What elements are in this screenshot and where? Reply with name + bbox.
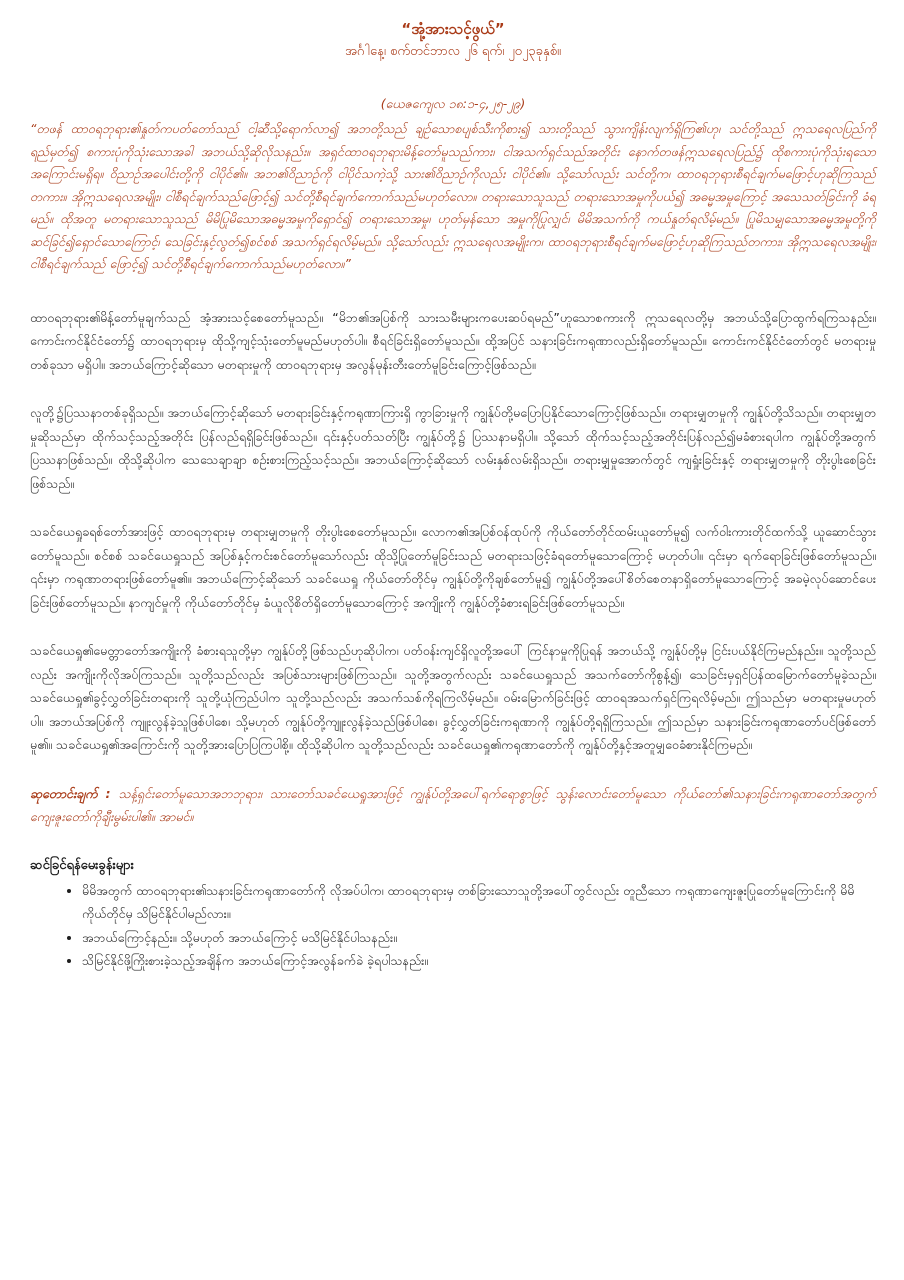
list-item: • အဘယ်ကြောင့်နည်း။ သို့မဟုတ် အဘယ်ကြောင့် မသိမြင်နိုင်ပါသနည်း။ [82,926,876,950]
body-paragraph-4: သခင်ယေရှု၏မေတ္တာတော်အကျိုးကို ခံစားရသူတို့မှာ ကျွန်ုပ်တို့ဖြစ်သည်ဟုဆိုပါက၊ ပတ်ဝန်းကျင်ရှိလူတို့အပေါ် ကြင်နာမှုကိုပြုရန် အဘယ်သို့ ကျွန်ုပ်တို့မှ ငြင်းပယ်နိုင်ကြမည်နည်း။ သူတို့သည်လည်း အကျိုးကိုလိုအပ်ကြသည်။ သူတို့သည်လည်း အပြစ်သားများဖြစ်ကြသည်။ သူတို့အတွက်လည်း သခင်ယေရှုသည် အသက်တော်ကိုစွန့်၍၊ သေခြင်းမှရှင်ပြန်ထမြောက်တော်မူခဲ့သည်။ သခင်ယေရှု၏ခွင့်လွှတ်ခြင်းတရားကို သူတို့ယုံကြည်ပါက သူတို့သည်လည်း အသက်သစ်ကိုရကြလိမ့်မည်။ ဝမ်းမြောက်ခြင်းဖြင့် ထာဝရအသက်ရှင်ကြရလိမ့်မည်။ ဤသည်မှာ မတရားမှုမဟုတ်ပါ။ အဘယ်အပြစ်ကို ကျူးလွန်ခဲ့သူဖြစ်ပါစေ၊ သို့မဟုတ် ကျွန်ုပ်တို့ကျူးလွန်ခဲ့သည်ဖြစ်ပါစေ၊ ခွင့်လွှတ်ခြင်းကရုဏာကို ကျွန်ုပ်တို့ရရှိကြသည်။ ဤသည်မှာ သနားခြင်းကရုဏာတော်ပင်ဖြစ်တော်မူ၏။ သခင်ယေရှု၏အကြောင်းကို သူတို့အားပြောပြကြပါစို့။ ထိုသို့ဆိုပါက သူတို့သည်လည်း သခင်ယေရှု၏ကရုဏာတော်ကို ကျွန်ုပ်တို့နှင့်အတူမျှဝေခံစားနိုင်ကြမည်။ [30,643,876,752]
body-paragraph-3: သခင်ယေရှုခရစ်တော်အားဖြင့် ထာဝရဘုရားမှ တရားမျှတမှုကို တိုးပွါးစေတော်မူသည်။ လောက၏အပြစ်ဝန်ထုပ်ကို ကိုယ်တော်တိုင်ထမ်းယူတော်မူ၍ လက်ဝါးကားတိုင်ထက်သို့ ယူဆောင်သွားတော်မူသည်။ စင်စစ် သခင်ယေရှုသည် အပြစ်နှင့်ကင်းစင်တော်မူသော်လည်း ထိုသို့ပြုတော်မူခြင်းသည် မတရားသဖြင့်ခံရတော်မူသောကြောင့် မဟုတ်ပါ။ ၎င်းမှာ ရက်ရောခြင်းဖြစ်တော်မူသည်။ ၎င်းမှာ ကရုဏာတရားဖြစ်တော်မူ၏။ အဘယ်ကြောင့်ဆိုသော် သခင်ယေရှု ကိုယ်တော်တိုင်မှ ကျွန်ုပ်တို့ကိုချစ်တော်မူ၍ ကျွန်ုပ်တို့အပေါ်စိတ်စေတနာရှိတော်မူသောကြောင့် အခမဲ့လုပ်ဆောင်ပေး ခြင်းဖြစ်တော်မူသည်။ နာကျင်မှုကို ကိုယ်တော်တိုင်မှ ခံယူလိုစိတ်ရှိတော်မူသောကြောင့် အကျိုးကို ကျွန်ုပ်တို့ခံစားရခြင်းဖြစ်တော်မူသည်။ [30,524,876,610]
prayer-block [30,782,876,829]
scripture-quote: “တဖန် ထာဝရဘုရား၏နှုတ်ကပတ်တော်သည် ငါ့ဆီသို့ရောက်လာ၍ အဘတို့သည် ချဉ်သောစပျစ်သီးကိုစား၍ သားတို့သည် သွားကျိန်းလျက်ရှိကြ၏ဟု၊ သင်တို့သည် ဣသရေလပြည်ကိုရည်မှတ်၍ စကားပုံကိုသုံးသောအခါ အဘယ်သို့ဆိုလိုသနည်း။ အရှင်ထာဝရဘုရားမိန့်တော်မူသည်ကား၊ ငါအသက်ရှင်သည်အတိုင်း နောက်တဖန်ဣသရေလပြည်၌ ထိုစကားပုံကိုသုံးရသောအကြောင်းမရှိရ။ ဝိညာဉ်အပေါင်းတို့ကို ငါပိုင်၏။ အဘ၏ဝိညာဉ်ကို ငါပိုင်သကဲ့သို့ သား၏ဝိညာဉ်ကိုလည်း ငါပိုင်၏။ သို့သော်လည်း သင်တို့က၊ ထာဝရဘုရားစီရင်ချက်မဖြောင့်ဟုဆိုကြသည်တကား။ အိုဣသရေလအမျိုး၊ ငါစီရင်ချက်သည်ဖြောင့်၍ သင်တို့စီရင်ချက်ကောက်သည်မဟုတ်လော။ တရားသောသူသည် တရားသောအမှုကိုပယ်၍ အဓမ္မအမှုကြောင့် အသေသတ်ခြင်းကို ခံရမည်။ ထိုအတူ မတရားသောသူသည် မိမိပြုမိသောအဓမ္မအမှုကိုရှောင်၍ တရားသောအမှု၊ ဟုတ်မှန်သော အမှုကိုပြုလျှင်၊ မိမိအသက်ကို ကယ်နှုတ်ရလိမ့်မည်။ ပြုမိသမျှသောအဓမ္မအမှုတို့ကို ဆင်ခြင်၍ရှောင်သောကြောင့်၊ သေခြင်းနှင့်လွတ်၍စင်စစ် အသက်ရှင်ရလိမ့်မည်။ သို့သော်လည်း ဣသရေလအမျိုးက၊ ထာဝရဘုရားစီရင်ချက်မဖြောင့်ဟုဆိုကြသည်တကား၊ အိုဣသရေလအမျိုး၊ ငါစီရင်ချက်သည် ဖြောင့်၍ သင်တို့စီရင်ချက်ကောက်သည်မဟုတ်လော။” [30,121,876,271]
date-line: အင်္ဂါနေ့၊ စက်တင်ဘာလ ၂၆ ရက်၊ ၂၀၂၃ခုနှစ်။ [345,44,561,59]
body-paragraph-1: ထာဝရဘုရား၏မိန့်တော်မူချက်သည် အံ့အားသင့်စေတော်မူသည်။ “မိဘ၏အပြစ်ကို သားသမီးများကပေးဆပ်ရမည်”ဟူသောစကားကို ဣသရေလတို့မှ အဘယ်သို့ပြောထွက်ရကြသနည်း။ ကောင်းကင်နိုင်ငံတော်၌ ထာဝရဘုရားမှ ထိုသို့ကျင့်သုံးတော်မူမည်မဟုတ်ပါ။ စီရင်ခြင်းရှိတော်မူသည်။ ထို့အပြင် သနားခြင်းကရုဏာလည်းရှိတော်မူသည်။ ကောင်းကင်နိုင်ငံတော်တွင် မတရားမှုတစ်ခုသာ မရှိပါ။ အဘယ်ကြောင့်ဆိုသော မတရားမှုကို ထာဝရဘုရားမှ အလွန်မုန်းတီးတော်မူခြင်းကြောင့်ဖြစ်သည်။ [30,309,876,372]
list-item: • သိမြင်နိုင်ဖို့ကြိုးစားခဲ့သည့်အချိန်က အဘယ်ကြောင့်အလွန်ခက်ခဲ ခဲ့ရပါသနည်း။ [82,949,876,973]
prayer-text: သန့်ရှင်းတော်မူသောအဘဘုရား၊ သားတော်သခင်ယေရှုအားဖြင့် ကျွန်ုပ်တို့အပေါ်ရက်ရောစွာဖြင့် သွန်းလောင်းတော်မူသော ကိုယ်တော်၏သနားခြင်းကရုဏာတော်အတွက် ကျေးဇူးတော်ကိုချီးမွမ်းပါ၏။ အာမင်။ [30,785,877,824]
scripture-reference: (ယေဇကျေလ ၁၈:၁-၄,၂၅-၂၉) [380,96,526,111]
body-paragraph-2: လူတို့၌ပြဿနာတစ်ခုရှိသည်။ အဘယ်ကြောင့်ဆိုသော် မတရားခြင်းနှင့်ကရုဏာကြားရှိ ကွာခြားမှုကို ကျွန်ုပ်တို့မပြောပြနိုင်သောကြောင့်ဖြစ်သည်။ တရားမျှတမှုကို ကျွန်ုပ်တို့သိသည်။ တရားမျှတမှုဆိုသည်မှာ ထိုက်သင့်သည့်အတိုင်း ပြန်လည်ရရှိခြင်းဖြစ်သည်။ ၎င်းနှင့်ပတ်သတ်ပြီး ကျွန်ုပ်တို့၌ ပြဿနာမရှိပါ။ သို့သော် ထိုက်သင့်သည့်အတိုင်းပြန်လည်၍မခံစားရပါက ကျွန်ုပ်တို့အတွက်ပြဿနာဖြစ်သည်။ ထိုသို့ဆိုပါက သေသေချာချာ စဉ်းစားကြည့်သင့်သည်။ အဘယ်ကြောင့်ဆိုသော် လမ်းနှစ်လမ်းရှိသည်။ တရားမျှမှုအောက်တွင် ကျရှုံးခြင်းနှင့် တရားမျှတမှုကို တိုးပွါးစေခြင်းဖြစ်သည်။ [30,405,876,491]
prayer-label: ဆုတောင်းချက် : [30,785,119,801]
reflection-heading: ဆင်ခြင်ရန်မေးခွန်းများ [30,857,134,873]
devotional-page [30,18,876,973]
page-title: “အုံ့အားသင့်ဖွယ်” [401,20,505,38]
reflection-question-list [30,879,876,973]
list-item: • မိမိအတွက် ထာဝရဘုရား၏သနားခြင်းကရုဏာတော်ကို လိုအပ်ပါက၊ ထာဝရဘုရားမှ တစ်ခြားသောသူတို့အပေါ်တွင်လည်း တူညီသော ကရုဏာကျေးဇူးပြုတော်မူကြောင်းကို မိမိကိုယ်တိုင်မှ သိမြင်နိုင်ပါမည်လား။ [82,879,876,926]
